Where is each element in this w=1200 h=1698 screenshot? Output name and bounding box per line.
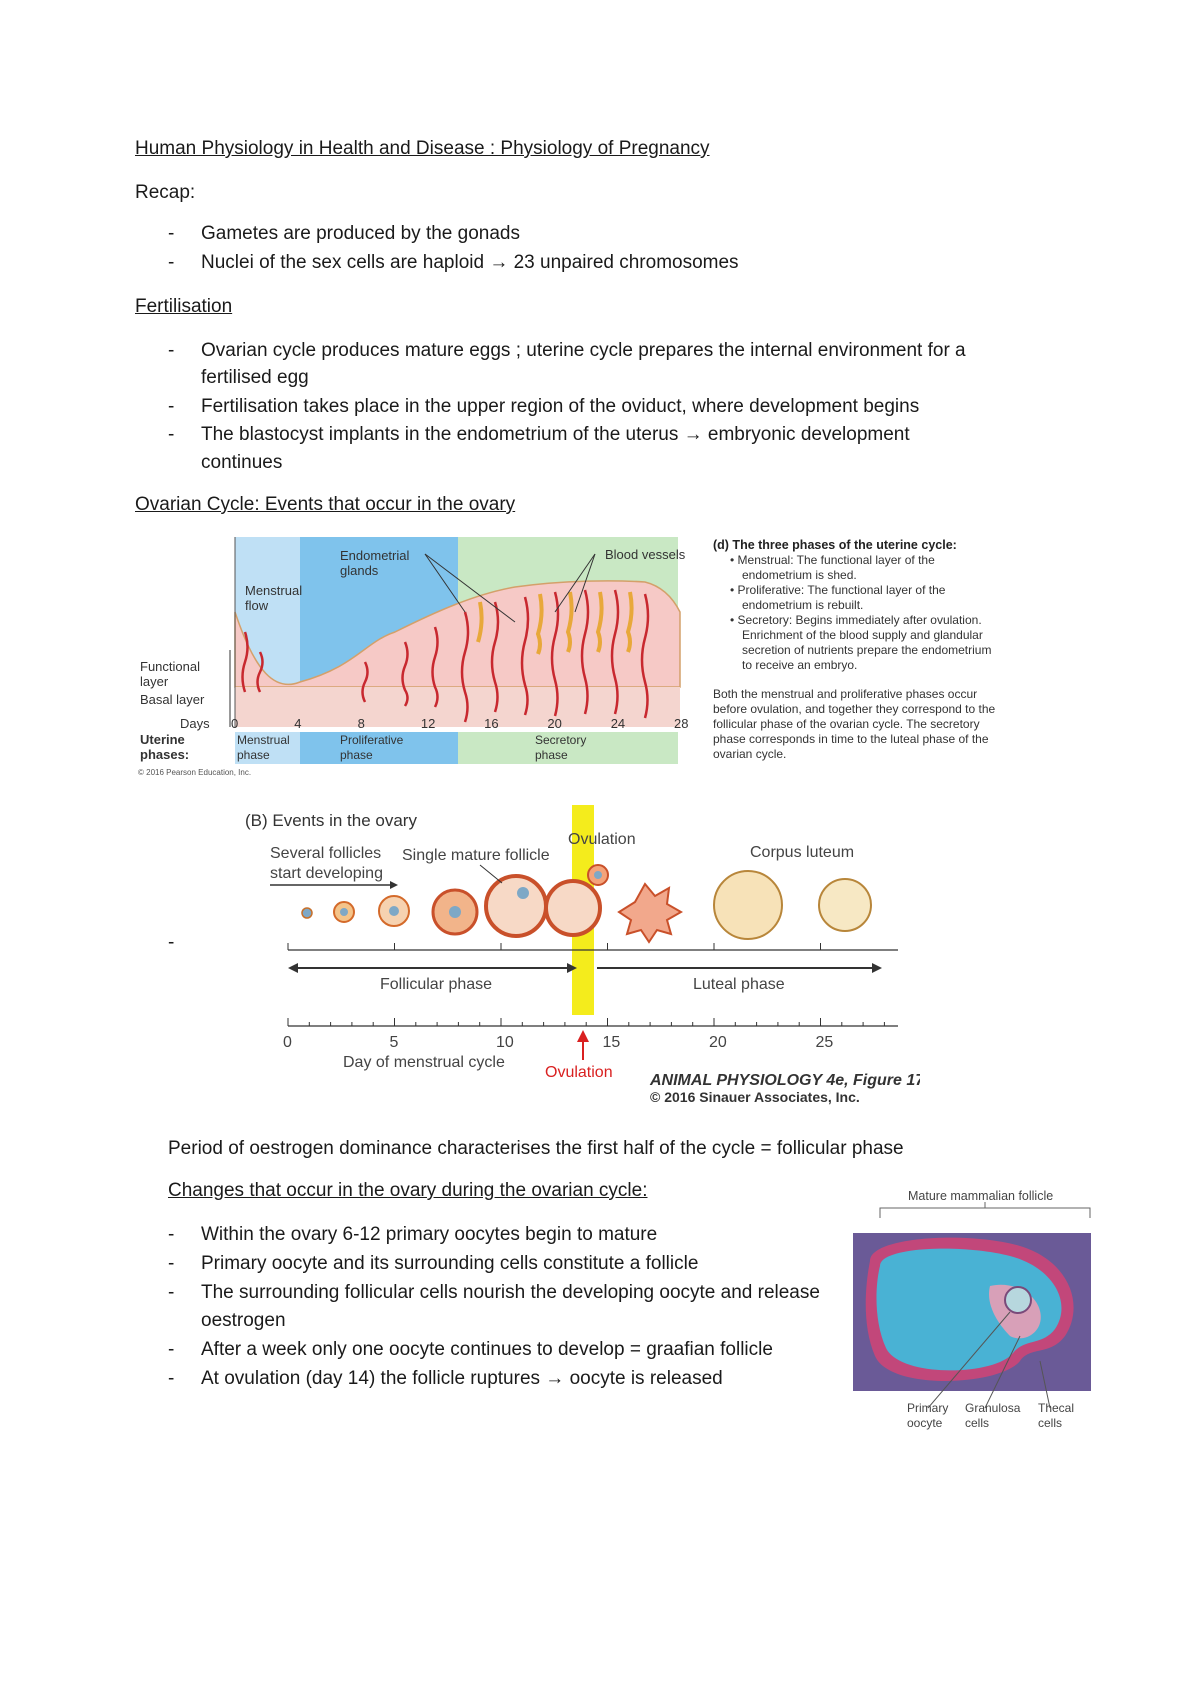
ovulation-top-label: Ovulation: [568, 831, 636, 848]
recap-heading: Recap:: [135, 182, 196, 203]
day-tick-label: 16: [484, 716, 499, 731]
primary-oocyte: [1005, 1287, 1031, 1313]
fertilisation-item: The blastocyst implants in the endometrium of the uterus → embryonic development: [201, 424, 910, 445]
uterine-cycle-diagram: [135, 532, 1085, 787]
granulosa-cells-label: Granulosa cells: [965, 1401, 1021, 1430]
mature-follicle: [486, 876, 546, 936]
rupturing-follicle: [546, 881, 600, 935]
thecal-cells-label: Thecal cells: [1038, 1401, 1075, 1430]
blood-vessels-label: Blood vessels: [605, 547, 686, 562]
proliferative-phase-label: Proliferative phase: [340, 733, 404, 762]
uterine-phases-label: Uterine phases:: [140, 732, 190, 762]
document-title: Human Physiology in Health and Disease : Physiology of Pregnancy: [135, 138, 710, 159]
ovary-events-figure: [240, 800, 920, 1120]
axis-tick-label: 5: [389, 1034, 399, 1051]
days-label: Days: [180, 716, 210, 731]
axis-tick-label: 20: [709, 1034, 727, 1051]
day-tick-label: 8: [357, 716, 365, 731]
follicle: [302, 908, 312, 918]
several-follicles-label: Several follicles start developing: [270, 845, 383, 882]
ovarian-cycle-heading: Ovarian Cycle: Events that occur in the ovary: [135, 494, 516, 515]
uterine-caption-paragraph: Both the menstrual and proliferative phases occur before ovulation, and together they correspond to the follicular phase of the ovarian cycle. The secretory phase corresponds in time to the luteal phase of the ovarian cycle.: [713, 687, 996, 761]
ovary-events-diagram: [240, 800, 920, 1120]
regressing-corpus-luteum: [819, 879, 871, 931]
functional-layer-label: Functional layer: [140, 659, 200, 689]
bullet-dash: -: [168, 223, 175, 244]
recap-item: Nuclei of the sex cells are haploid → 23 unpaired chromosomes: [201, 252, 739, 273]
mature-follicle-figure: [850, 1186, 1100, 1436]
fertilisation-item-continued: fertilised egg: [201, 367, 309, 388]
day-tick-label: 28: [674, 716, 689, 731]
bullet-dash: -: [168, 252, 175, 273]
basal-layer-label: Basal layer: [140, 692, 205, 707]
single-follicle-label: Single mature follicle: [402, 847, 550, 864]
fertilisation-item: Fertilisation takes place in the upper region of the oviduct, where development begins: [201, 396, 920, 417]
credit-copyright: © 2016 Sinauer Associates, Inc.: [650, 1089, 860, 1105]
corpus-luteum: [714, 871, 782, 939]
axis-label: Day of menstrual cycle: [343, 1054, 505, 1071]
axis-tick-label: 0: [283, 1034, 292, 1051]
axis-tick-label: 25: [815, 1034, 834, 1051]
day-tick-label: 4: [294, 716, 302, 731]
day-tick-label: 20: [547, 716, 562, 731]
changes-item: At ovulation (day 14) the follicle ruptures → oocyte is released: [201, 1368, 723, 1389]
uterine-cycle-figure: [135, 532, 1085, 787]
bullet-dash: -: [168, 1282, 175, 1303]
recap-item: Gametes are produced by the gonads: [201, 223, 520, 244]
changes-item: Within the ovary 6-12 primary oocytes begin to mature: [201, 1224, 658, 1245]
follicular-phase-label: Follicular phase: [380, 976, 493, 993]
day-tick-label: 0: [231, 716, 239, 731]
oestrogen-dominance-text: Period of oestrogen dominance characterises the first half of the cycle = follicular phase: [168, 1138, 904, 1159]
credit-title: ANIMAL PHYSIOLOGY 4e, Figure 17.11: [650, 1072, 920, 1089]
uterine-caption-bullets: • Menstrual: The functional layer of the endometrium is shed. • Proliferative: The functional layer of the endometrium is rebuilt. • Secretory: Begins immediately after ovulation. Enrichment of the blood supply and glandular secretion of nutrients prepare the endometrium to receive an embryo.: [730, 553, 992, 672]
menstrual-phase-label: Menstrual phase: [237, 733, 290, 762]
bullet-dash: -: [168, 396, 175, 417]
pearson-copyright: © 2016 Pearson Education, Inc.: [138, 768, 252, 777]
follicle-title: Mature mammalian follicle: [908, 1189, 1054, 1203]
ovulation-marker-label: Ovulation: [545, 1064, 613, 1081]
changes-item: After a week only one oocyte continues to develop = graafian follicle: [201, 1339, 773, 1360]
bullet-dash: -: [168, 1339, 175, 1360]
secretory-phase-label: Secretory phase: [535, 733, 587, 762]
luteal-phase-label: Luteal phase: [693, 976, 785, 993]
changes-heading: Changes that occur in the ovary during the ovarian cycle:: [168, 1180, 648, 1201]
changes-item-continued: oestrogen: [201, 1310, 286, 1331]
bullet-dash: -: [168, 932, 175, 953]
fertilisation-heading: Fertilisation: [135, 296, 233, 317]
endometrial-glands-label: Endometrial glands: [340, 548, 410, 578]
single-follicle-leader: [480, 865, 502, 883]
bullet-dash: -: [168, 1253, 175, 1274]
axis-tick-label: 10: [496, 1034, 514, 1051]
changes-item: The surrounding follicular cells nourish the developing oocyte and release: [201, 1282, 820, 1303]
ovary-heading: (B) Events in the ovary: [245, 811, 417, 830]
corpus-luteum-label: Corpus luteum: [750, 844, 855, 861]
fertilisation-item: Ovarian cycle produces mature eggs ; uterine cycle prepares the internal environment for a: [201, 340, 966, 361]
bullet-dash: -: [168, 1368, 175, 1389]
axis-tick-label: 15: [602, 1034, 621, 1051]
bullet-dash: -: [168, 340, 175, 361]
bullet-dash: -: [168, 1224, 175, 1245]
day-tick-label: 24: [610, 716, 626, 731]
bullet-dash: -: [168, 424, 175, 445]
mature-follicle-micrograph: [850, 1186, 1100, 1436]
day-tick-label: 12: [420, 716, 436, 731]
changes-item: Primary oocyte and its surrounding cells constitute a follicle: [201, 1253, 699, 1274]
menstrual-flow-label: Menstrual flow: [245, 583, 303, 613]
ruptured-follicle: [619, 884, 681, 942]
primary-oocyte-label: Primary oocyte: [907, 1401, 949, 1430]
uterine-caption-title: (d) The three phases of the uterine cycle:: [713, 538, 957, 552]
fertilisation-item-continued: continues: [201, 452, 283, 473]
